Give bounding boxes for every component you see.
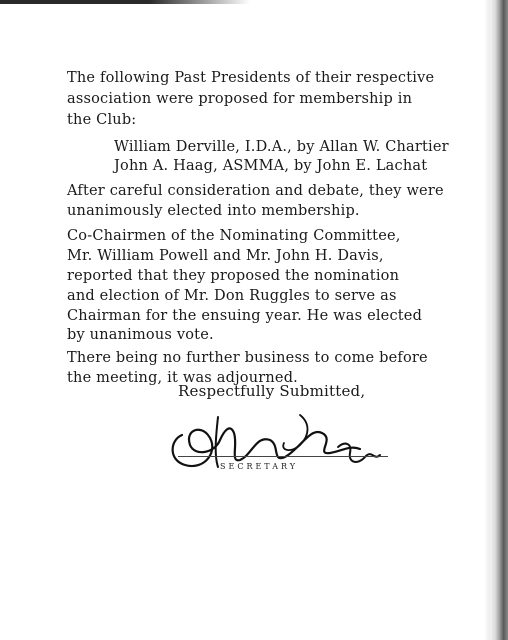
closing-respectfully: Respectfully Submitted, [178, 382, 366, 400]
text-line-12: Chairman for the ensuing year. He was elected [67, 308, 423, 324]
text-line-6: After careful consideration and debate, they were [67, 183, 444, 199]
nominee-line-1: William Derville, I.D.A., by Allan W. Chartier [114, 139, 449, 155]
text-line-3: the Club: [67, 112, 137, 128]
text-line-13: by unanimous vote. [67, 327, 214, 343]
text-line-7: unanimously elected into membership. [67, 203, 360, 219]
signature-line [178, 456, 388, 457]
text-line-8: Co-Chairmen of the Nominating Committee, [67, 228, 401, 244]
text-line-1: The following Past Presidents of their respective [67, 70, 435, 86]
text-line-15: the meeting, it was adjourned. [67, 370, 298, 386]
nominee-line-2: John A. Haag, ASMMA, by John E. Lachat [114, 158, 428, 174]
text-line-10: reported that they proposed the nomination [67, 268, 400, 284]
text-line-9: Mr. William Powell and Mr. John H. Davis, [67, 248, 384, 264]
book-binding [490, 0, 508, 640]
secretary-label: SECRETARY [220, 462, 299, 471]
text-line-2: association were proposed for membership in [67, 91, 413, 107]
text-line-14: There being no further business to come before [67, 350, 428, 366]
text-line-11: and election of Mr. Don Ruggles to serve as [67, 288, 397, 304]
